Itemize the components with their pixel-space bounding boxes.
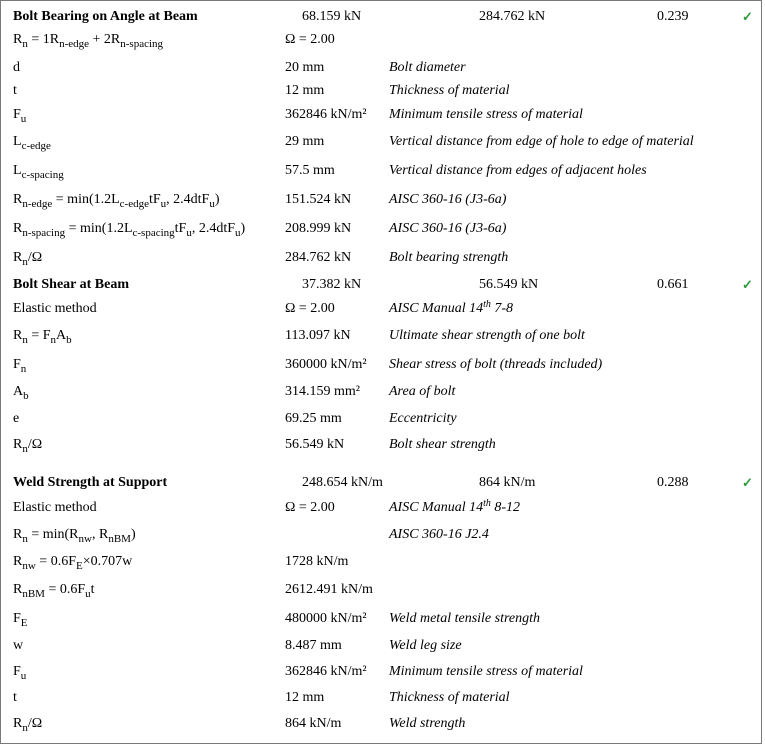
row-description: Bolt bearing strength xyxy=(389,250,509,265)
calc-row xyxy=(1,250,761,272)
check-icon: ✓ xyxy=(742,277,753,292)
check-icon: ✓ xyxy=(742,9,753,24)
calc-row xyxy=(1,690,761,712)
section-header xyxy=(1,9,761,31)
row-value: 151.524 kN xyxy=(285,192,352,207)
row-value: 2612.491 kN/m xyxy=(285,582,373,597)
row-value: 29 mm xyxy=(285,134,325,149)
row-value: 69.25 mm xyxy=(285,411,342,426)
row-value: 284.762 kN xyxy=(285,250,352,265)
row-label: $F_n$ xyxy=(13,357,27,375)
capacity-value: 284.762 kN xyxy=(479,9,546,24)
row-description: Shear stress of bolt (threads included) xyxy=(389,357,603,372)
calc-row xyxy=(1,134,761,156)
row-label: $R_{nBM} = 0.6F_ut$ xyxy=(13,582,95,600)
row-description: AISC 360-16 (J3-6a) xyxy=(389,192,507,207)
calc-row xyxy=(1,437,761,459)
calc-row xyxy=(1,527,761,549)
row-label: t xyxy=(13,690,17,705)
row-description: AISC Manual 14th 7-8 xyxy=(389,299,514,316)
calc-row xyxy=(1,664,761,686)
calc-row xyxy=(1,32,761,54)
row-label: $R_{nw} = 0.6F_E\times 0.707w$ xyxy=(13,554,133,572)
check-icon: ✓ xyxy=(742,475,753,490)
row-label: t xyxy=(13,83,17,98)
row-value: 208.999 kN xyxy=(285,221,352,236)
row-label: $R_n = F_nA_b$ xyxy=(13,328,72,346)
row-label: $R_n = \min(R_{nw}$, $R_{nBM}$) xyxy=(13,527,136,545)
row-description: Vertical distance from edges of adjacent holes xyxy=(389,163,647,178)
demand-value: 37.382 kN xyxy=(302,277,362,292)
calc-row xyxy=(1,357,761,379)
row-label: Elastic method xyxy=(13,500,97,515)
calc-row xyxy=(1,638,761,660)
row-value: 480000 kN/m² xyxy=(285,611,367,626)
row-label: $L_{c-spacing}$ xyxy=(13,163,64,181)
ratio-value: 0.288 xyxy=(657,475,689,490)
row-label: $F_u$ xyxy=(13,664,27,682)
row-value: 12 mm xyxy=(285,83,325,98)
row-description: Area of bolt xyxy=(389,384,456,399)
row-label: $R_{n-spacing} = \min(1.2L_{c-spacing}tF_u$, 2.4dtF$_u$) xyxy=(13,221,246,239)
row-label: Elastic method xyxy=(13,301,97,316)
row-label: e xyxy=(13,411,20,426)
row-label: $R_n/\Omega$ xyxy=(13,437,43,455)
section-title: Bolt Shear at Beam xyxy=(13,277,130,292)
row-label: $F_E$ xyxy=(13,611,28,629)
row-value: 362846 kN/m² xyxy=(285,664,367,679)
row-label: $L_{c-edge}$ xyxy=(13,134,51,152)
row-value: 314.159 mm² xyxy=(285,384,360,399)
calc-row xyxy=(1,611,761,633)
row-label: $R_n/\Omega$ xyxy=(13,716,43,734)
row-label: d xyxy=(13,60,20,75)
row-description: Weld strength xyxy=(389,716,466,731)
calc-row xyxy=(1,60,761,82)
row-description: Minimum tensile stress of material xyxy=(389,664,583,679)
row-value: 113.097 kN xyxy=(285,328,351,343)
row-description: Thickness of material xyxy=(389,690,510,705)
section-header xyxy=(1,475,761,497)
section-title: Bolt Bearing on Angle at Beam xyxy=(13,9,198,24)
row-description: AISC 360-16 (J3-6a) xyxy=(389,221,507,236)
row-value: 12 mm xyxy=(285,690,325,705)
section-title: Weld Strength at Support xyxy=(13,475,168,490)
calc-row xyxy=(1,716,761,738)
calc-row xyxy=(1,500,761,522)
row-value: 57.5 mm xyxy=(285,163,335,178)
row-description: AISC Manual 14th 8-12 xyxy=(389,498,521,515)
calc-row xyxy=(1,83,761,105)
ratio-value: 0.661 xyxy=(657,277,689,292)
row-description: Weld metal tensile strength xyxy=(389,611,540,626)
row-value: 20 mm xyxy=(285,60,325,75)
calc-row xyxy=(1,301,761,323)
row-value: 56.549 kN xyxy=(285,437,345,452)
calc-row xyxy=(1,411,761,433)
calc-row xyxy=(1,582,761,604)
row-value: 8.487 mm xyxy=(285,638,342,653)
row-label: $R_{n-edge} = \min(1.2L_{c-edge}tF_u$, 2.4dtF$_u$) xyxy=(13,192,220,210)
calc-row xyxy=(1,192,761,214)
ratio-value: 0.239 xyxy=(657,9,689,24)
demand-value: 248.654 kN/m xyxy=(302,475,383,490)
row-description: Thickness of material xyxy=(389,83,510,98)
row-label: $A_b$ xyxy=(13,384,29,402)
row-value: 360000 kN/m² xyxy=(285,357,367,372)
calc-row xyxy=(1,384,761,406)
row-label: $F_u$ xyxy=(13,107,27,125)
row-description: Ultimate shear strength of one bolt xyxy=(389,328,585,343)
row-value: 362846 kN/m² xyxy=(285,107,367,122)
row-value: 1728 kN/m xyxy=(285,554,349,569)
row-label: w xyxy=(13,638,24,653)
row-description: Eccentricity xyxy=(389,411,457,426)
capacity-value: 864 kN/m xyxy=(479,475,536,490)
row-description: Bolt shear strength xyxy=(389,437,496,452)
calc-row xyxy=(1,554,761,576)
row-value: Ω = 2.00 xyxy=(285,500,335,515)
row-value: Ω = 2.00 xyxy=(285,32,335,47)
calc-row xyxy=(1,328,761,350)
demand-value: 68.159 kN xyxy=(302,9,362,24)
row-value: 864 kN/m xyxy=(285,716,342,731)
row-description: Weld leg size xyxy=(389,638,462,653)
row-label: $R_n = 1R_{n-edge} + 2R_{n-spacing}$ xyxy=(13,32,164,50)
calc-row xyxy=(1,163,761,185)
row-description: Vertical distance from edge of hole to edge of material xyxy=(389,134,694,149)
row-label: $R_n/\Omega$ xyxy=(13,250,43,268)
calc-row xyxy=(1,221,761,243)
row-description: AISC 360-16 J2.4 xyxy=(389,527,489,542)
row-description: Bolt diameter xyxy=(389,60,466,75)
row-value: Ω = 2.00 xyxy=(285,301,335,316)
row-description: Minimum tensile stress of material xyxy=(389,107,583,122)
calc-row xyxy=(1,107,761,129)
section-header xyxy=(1,277,761,299)
capacity-value: 56.549 kN xyxy=(479,277,539,292)
